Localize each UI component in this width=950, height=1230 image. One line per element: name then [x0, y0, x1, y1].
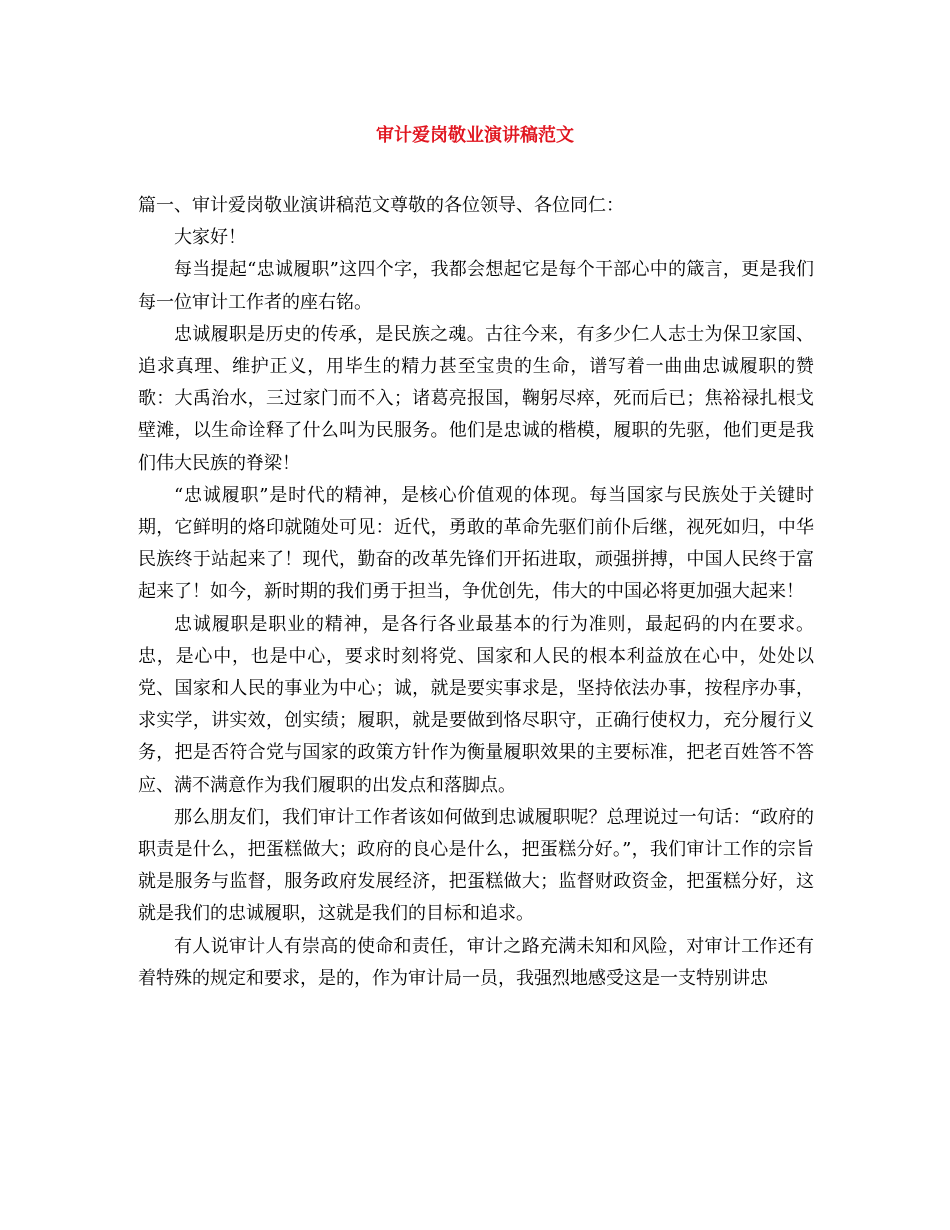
paragraph: 有人说审计人有崇高的使命和责任，审计之路充满未知和风险，对审计工作还有着特殊的规定和要求，是的，作为审计局一员，我强烈地感受这是一支特别讲忠 — [138, 935, 814, 989]
paragraph: 那么朋友们，我们审计工作者该如何做到忠诚履职呢？总理说过一句话：“政府的职责是什么，把蛋糕做大；政府的良心是什么，把蛋糕分好。”，我们审计工作的宗旨就是服务与监督，服务政府发展经济，把蛋糕做大；监督财政资金，把蛋糕分好，这就是我们的忠诚履职，这就是我们的目标和追求。 — [138, 806, 814, 925]
paragraph: 忠诚履职是历史的传承，是民族之魂。古往今来，有多少仁人志士为保卫家国、追求真理、维护正义，用毕生的精力甚至宝贵的生命，谱写着一曲曲忠诚履职的赞歌：大禹治水，三过家门而不入；诸葛亮报国，鞠躬尽瘁，死而后已；焦裕禄扎根戈壁滩，以生命诠释了什么叫为民服务。他们是忠诚的楷模，履职的先驱，他们更是我们伟大民族的脊梁！ — [138, 323, 814, 474]
paragraph-intro: 篇一、审计爱岗敬业演讲稿范文尊敬的各位领导、各位同仁： — [138, 195, 624, 216]
paragraph: 忠诚履职是职业的精神，是各行各业最基本的行为准则，最起码的内在要求。忠，是心中，也是中心，要求时刻将党、国家和人民的根本利益放在心中，处处以党、国家和人民的事业为中心；诚，就是要实事求是，坚持依法办事，按程序办事，求实学，讲实效，创实绩；履职，就是要做到恪尽职守，正确行使权力，充分履行义务，把是否符合党与国家的政策方针作为衡量履职效果的主要标准，把老百姓答不答应、满不满意作为我们履职的出发点和落脚点。 — [138, 613, 814, 796]
paragraph: 每当提起“忠诚履职”这四个字，我都会想起它是每个干部心中的箴言，更是我们每一位审计工作者的座右铭。 — [138, 259, 814, 313]
paragraph-greeting: 大家好！ — [174, 227, 246, 249]
document-title: 审计爱岗敬业演讲稿范文 — [376, 125, 574, 146]
paragraph: “忠诚履职”是时代的精神，是核心价值观的体现。每当国家与民族处于关键时期，它鲜明的烙印就随处可见：近代，勇敢的革命先驱们前仆后继，视死如归，中华民族终于站起来了！现代，勤奋的改革先锋们开拓进取，顽强拼搏，中国人民终于富起来了！如今，新时期的我们勇于担当，争优创先，伟大的中国必将更加强大起来！ — [138, 484, 814, 603]
document-body — [138, 190, 814, 995]
